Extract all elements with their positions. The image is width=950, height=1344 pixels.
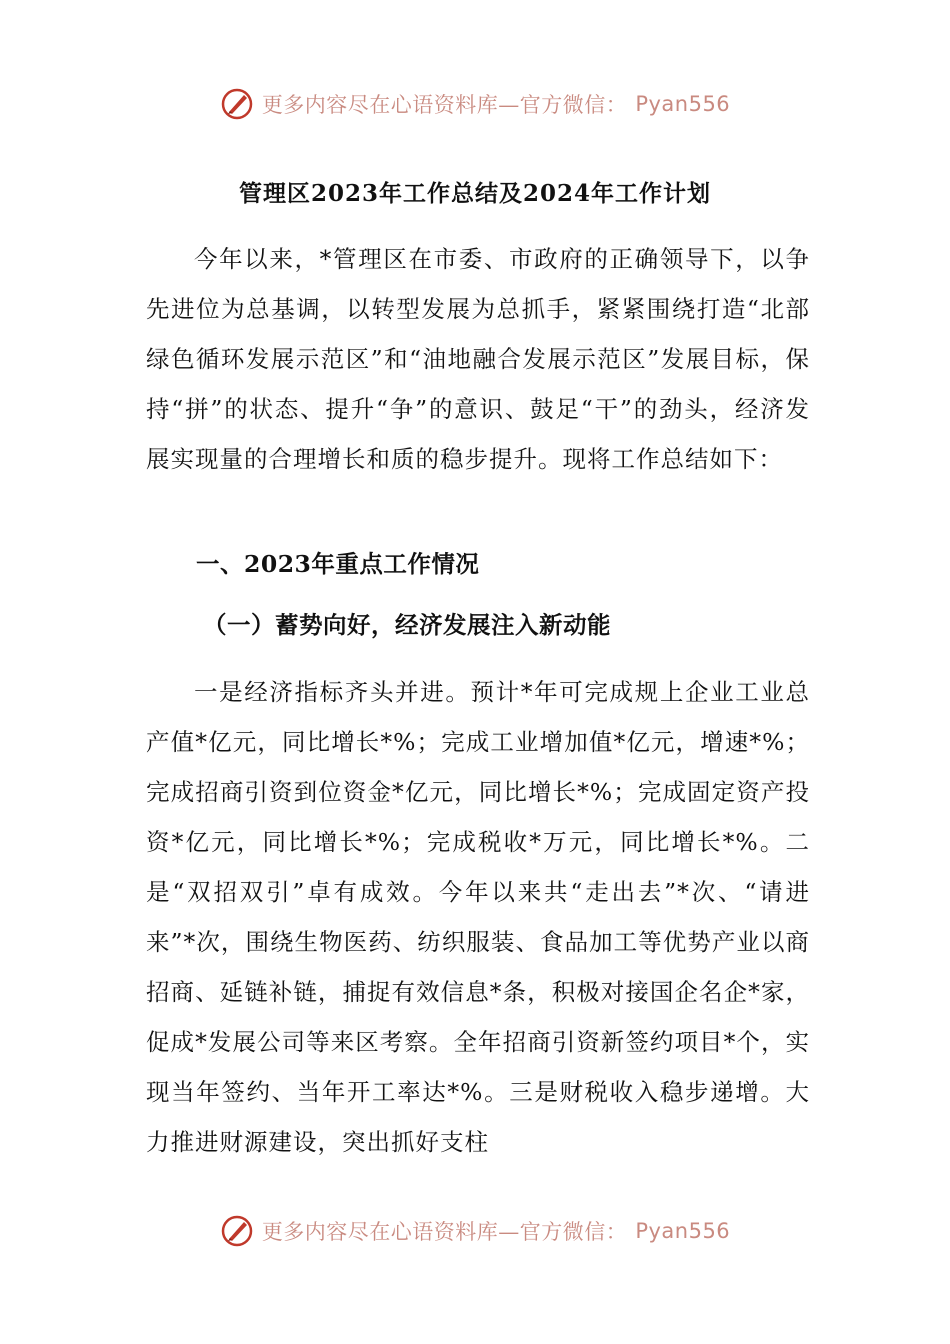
watermark-header: [0, 84, 950, 124]
subsection-heading: （一）蓄势向好，经济发展注入新动能: [203, 611, 611, 639]
watermark-footer: [0, 1211, 950, 1251]
watermark-text: 更多内容尽在心语资料库—官方微信：: [261, 93, 628, 117]
document-title: 管理区2023年工作总结及2024年工作计划: [238, 180, 712, 207]
watermark-wechat-id: Pyan556: [635, 1219, 731, 1243]
section-heading: 一、2023年重点工作情况: [196, 550, 480, 578]
pen-logo-icon: [220, 87, 254, 121]
intro-paragraph: 今年以来，*管理区在市委、市政府的正确领导下，以争先进位为总基调，以转型发展为总抓手，紧紧围绕打造“北部绿色循环发展示范区”和“油地融合发展示范区”发展目标，保持“拼”的状态、提升“争”的意识、鼓足“干”的劲头，经济发展实现量的合理增长和质的稳步提升。现将工作总结如下：: [146, 245, 810, 473]
pen-logo-icon: [220, 1214, 254, 1248]
subsection-paragraph: 一是经济指标齐头并进。预计*年可完成规上企业工业总产值*亿元，同比增长*%；完成工业增加值*亿元，增速*%；完成招商引资到位资金*亿元，同比增长*%；完成固定资产投资*亿元，同比增长*%；完成税收*万元，同比增长*%。二是“双招双引”卓有成效。今年以来共“走出去”*次、“请进来”*次，围绕生物医药、纺织服装、食品加工等优势产业以商招商、延链补链，捕捉有效信息*条，积极对接国企名企*家，促成*发展公司等来区考察。全年招商引资新签约项目*个，实现当年签约、当年开工率达*%。三是财税收入稳步递增。大力推进财源建设，突出抓好支柱: [146, 678, 810, 1156]
watermark-wechat-id: Pyan556: [635, 92, 731, 116]
watermark-text: 更多内容尽在心语资料库—官方微信：: [261, 1220, 628, 1244]
